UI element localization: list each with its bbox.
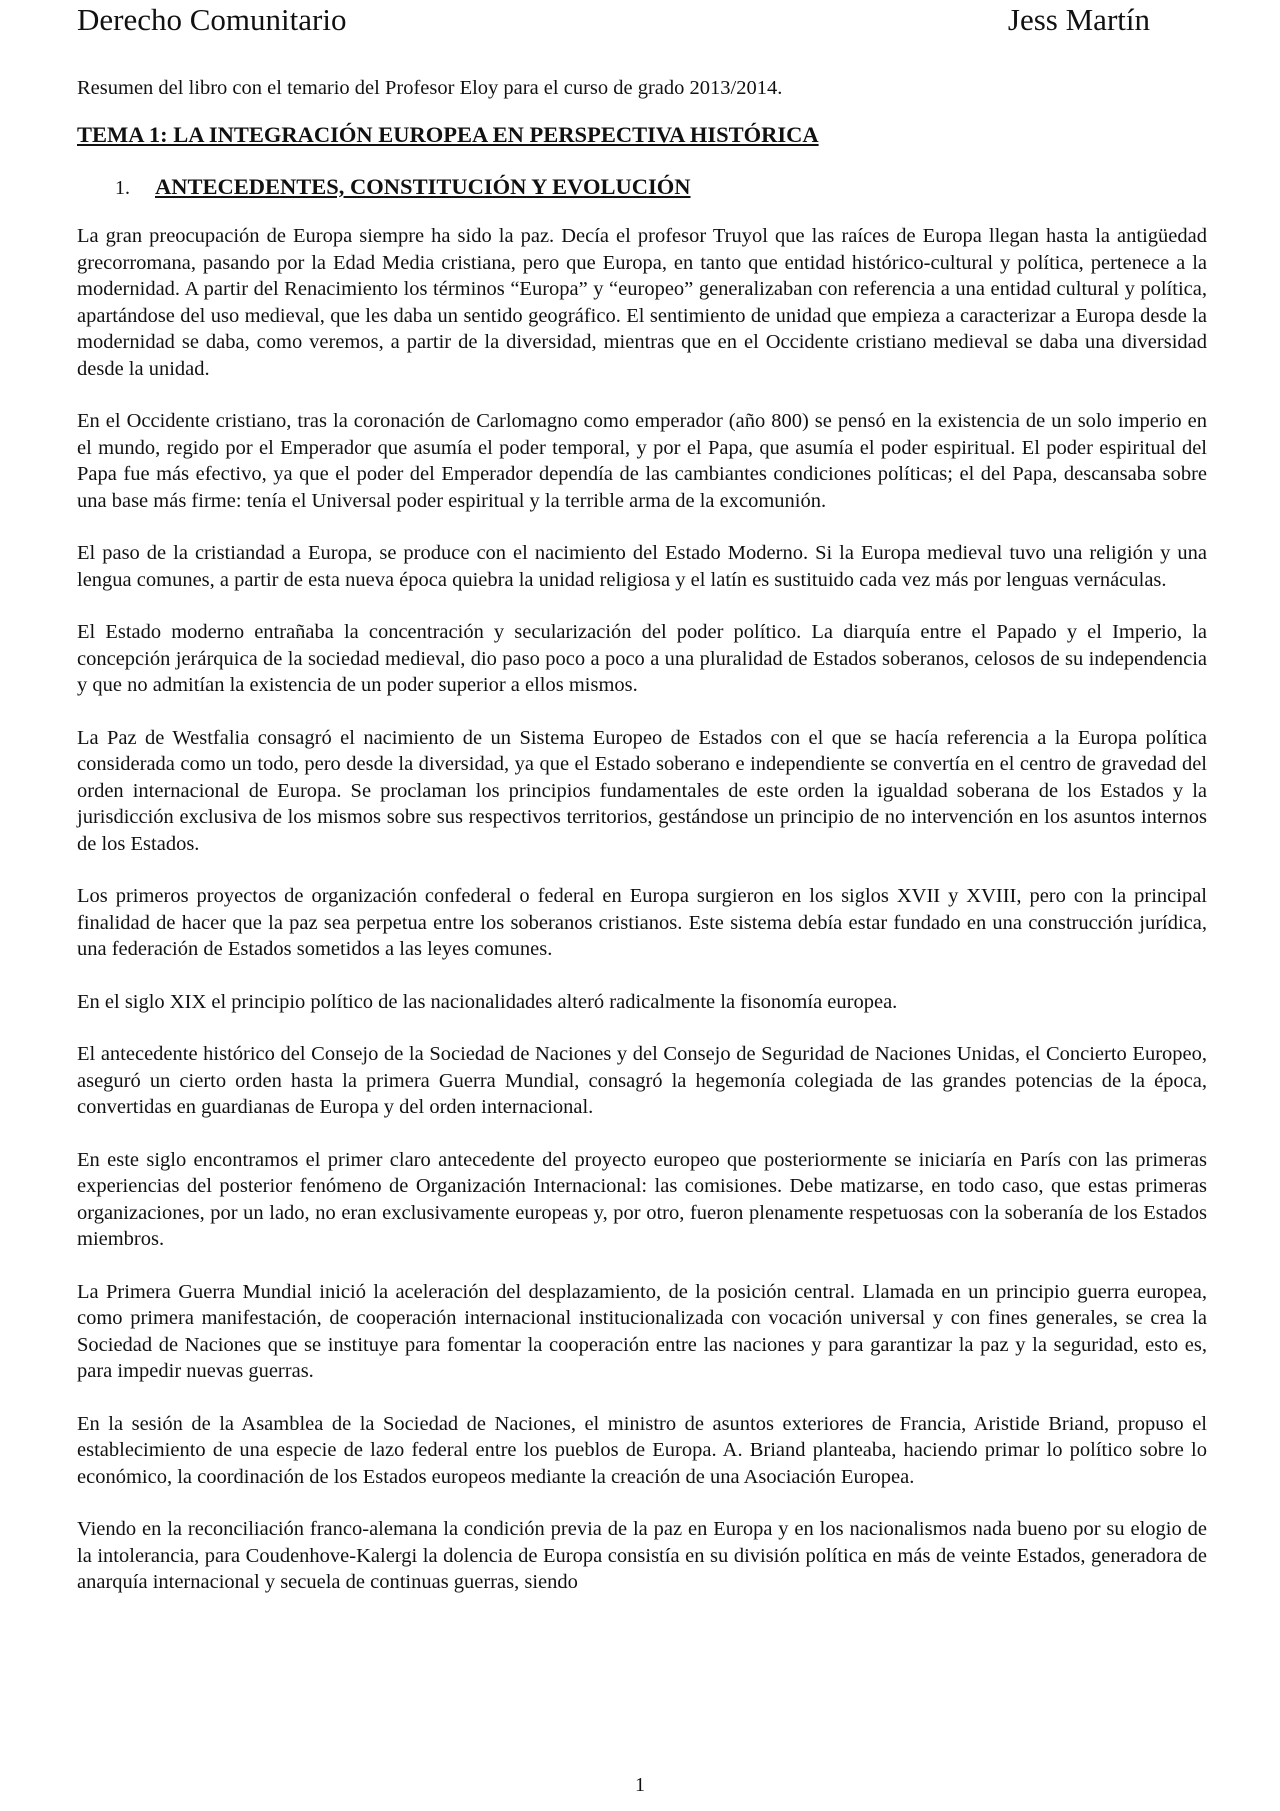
- page-number: 1: [635, 1774, 645, 1796]
- section-heading: [77, 172, 1207, 203]
- page-header: [77, 0, 1150, 40]
- section-title: ANTECEDENTES, CONSTITUCIÓN Y EVOLUCIÓN: [155, 174, 691, 199]
- paragraph: El Estado moderno entrañaba la concentración y secularización del poder político. La diarquía entre el Papado y el Imperio, la concepción jerárquica de la sociedad medieval, dio paso poco a poco a una pluralidad de Estados soberanos, celosos de su independencia y que no admitían la existencia de un poder superior a ellos mismos.: [77, 621, 1207, 696]
- document-body: [77, 74, 1207, 1622]
- paragraph: En este siglo encontramos el primer claro antecedente del proyecto europeo que posteriormente se iniciaría en París con las primeras experiencias del posterior fenómeno de Organización Internacional: las comisiones. Debe matizarse, en todo caso, que estas primeras organizaciones, por un lado, no eran exclusivamente europeas y, por otro, fueron plenamente respetuosas con la soberanía de los Estados miembros.: [77, 1148, 1207, 1250]
- paragraph: En la sesión de la Asamblea de la Sociedad de Naciones, el ministro de asuntos exteriores de Francia, Aristide Briand, propuso el establecimiento de una especie de lazo federal entre los pueblos de Europa. A. Briand planteaba, haciendo primar lo político sobre lo económico, la coordinación de los Estados europeos mediante la creación de una Asociación Europea.: [77, 1412, 1207, 1488]
- intro-line: Resumen del libro con el temario del Profesor Eloy para el curso de grado 2013/2014.: [77, 77, 783, 99]
- paragraph: Viendo en la reconciliación franco-alemana la condición previa de la paz en Europa y en los nacionalismos nada bueno por su elogio de la intolerancia, para Coudenhove-Kalergi la dolencia de Europa consistía en su división política en más de veinte Estados, generadora de anarquía internacional y secuela de continuas guerras, siendo: [77, 1518, 1207, 1593]
- header-title: Derecho Comunitario: [77, 2, 347, 37]
- paragraph: El antecedente histórico del Consejo de la Sociedad de Naciones y del Consejo de Seguridad de Naciones Unidas, el Concierto Europeo, aseguró un cierto orden hasta la primera Guerra Mundial, consagró la hegemonía colegiada de las grandes potencias de la época, convertidas en guardianas de Europa y del orden internacional.: [77, 1043, 1207, 1118]
- paragraph: La gran preocupación de Europa siempre ha sido la paz. Decía el profesor Truyol que las raíces de Europa llegan hasta la antigüedad grecorromana, pasando por la Edad Media cristiana, pero que Europa, en tanto que entidad histórico-cultural y política, pertenece a la modernidad. A partir del Renacimiento los términos “Europa” y “europeo” generalizaban con referencia a una entidad cultural y política, apartándose del uso medieval, que les daba un sentido geográfico. El sentimiento de unidad que empieza a caracterizar a Europa desde la modernidad se daba, como veremos, a partir de la diversidad, mientras que en el Occidente cristiano medieval se daba una diversidad desde la unidad.: [77, 225, 1207, 380]
- paragraph: El paso de la cristiandad a Europa, se produce con el nacimiento del Estado Moderno. Si la Europa medieval tuvo una religión y una lengua comunes, a partir de esta nueva época quiebra la unidad religiosa y el latín es sustituido cada vez más por lenguas vernáculas.: [77, 542, 1207, 591]
- chapter-heading: TEMA 1: LA INTEGRACIÓN EUROPEA EN PERSPECTIVA HISTÓRICA: [77, 122, 819, 147]
- header-author: Jess Martín: [1007, 2, 1150, 37]
- paragraph: La Primera Guerra Mundial inició la aceleración del desplazamiento, de la posición central. Llamada en un principio guerra europea, como primera manifestación, de cooperación internacional institucionalizada con vocación universal y con fines generales, se crea la Sociedad de Naciones que se instituye para fomentar la cooperación entre las naciones y para garantizar la paz y la seguridad, esto es, para impedir nuevas guerras.: [77, 1280, 1207, 1382]
- paragraph: En el siglo XIX el principio político de las nacionalidades alteró radicalmente la fisonomía europea.: [77, 990, 898, 1013]
- paragraph: En el Occidente cristiano, tras la coronación de Carlomagno como emperador (año 800) se pensó en la existencia de un solo imperio en el mundo, regido por el Emperador que asumía el poder temporal, y por el Papa, que asumía el poder espiritual. El poder espiritual del Papa fue más efectivo, ya que el poder del Emperador dependía de las cambiantes condiciones políticas; el del Papa, descansaba sobre una base más firme: tenía el Universal poder espiritual y la terrible arma de la excomunión.: [77, 410, 1207, 512]
- paragraph: Los primeros proyectos de organización confederal o federal en Europa surgieron en los siglos XVII y XVIII, pero con la principal finalidad de hacer que la paz sea perpetua entre los soberanos cristianos. Este sistema debía estar fundado en una construcción jurídica, una federación de Estados sometidos a las leyes comunes.: [77, 885, 1207, 960]
- section-number: 1.: [115, 177, 130, 199]
- paragraph: La Paz de Westfalia consagró el nacimiento de un Sistema Europeo de Estados con el que se hacía referencia a la Europa política considerada como un todo, pero desde la diversidad, ya que el Estado soberano e independiente se convertía en el centro de gravedad del orden internacional de Europa. Se proclaman los principios fundamentales de este orden la igualdad soberana de los Estados y la jurisdicción exclusiva de los mismos sobre sus respectivos territorios, gestándose un principio de no intervención en los asuntos internos de los Estados.: [77, 726, 1207, 855]
